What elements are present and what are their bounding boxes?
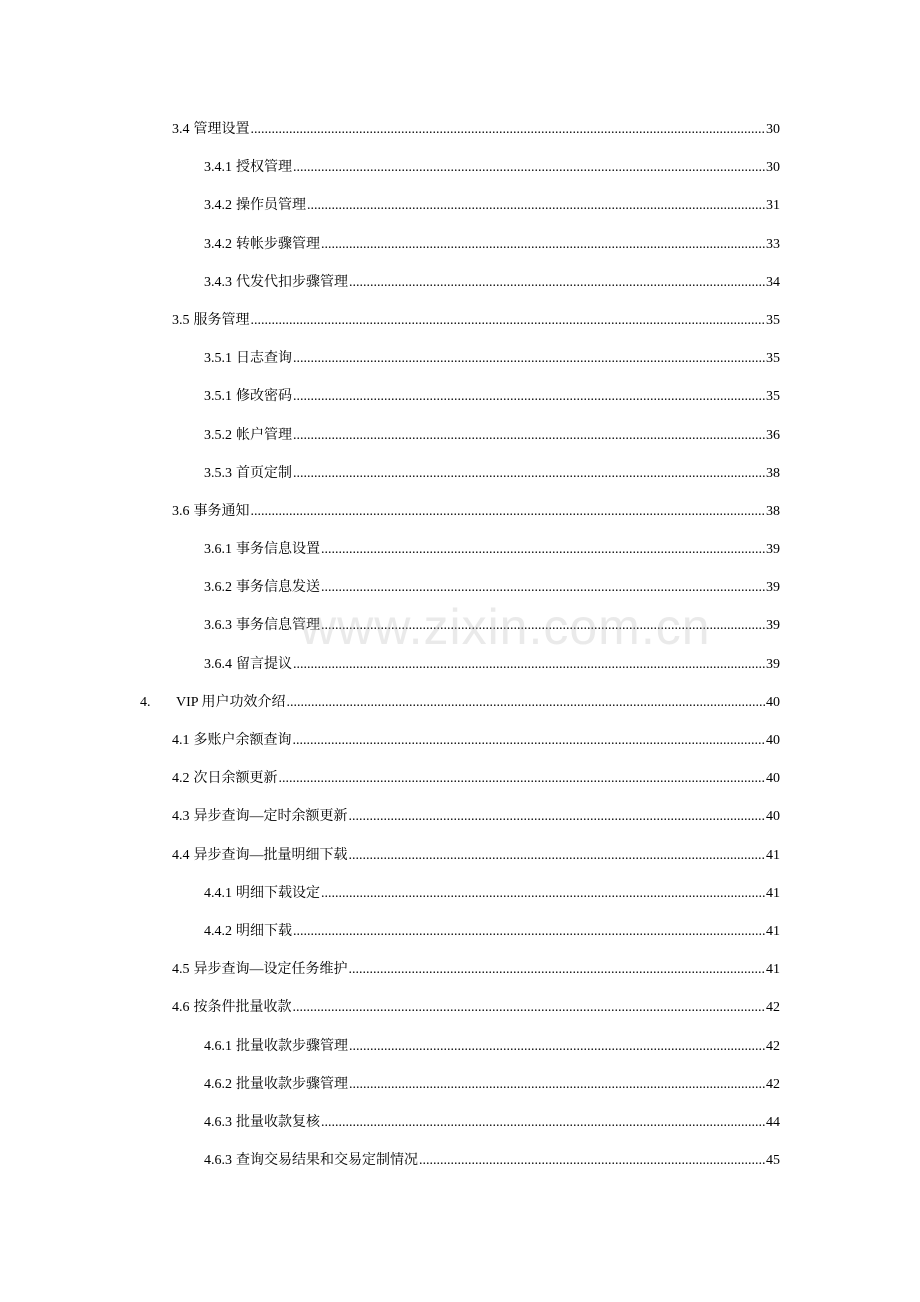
toc-entry-title: 批量收款步骤管理 bbox=[236, 1038, 348, 1054]
toc-entry-page-number: 30 bbox=[766, 160, 780, 176]
toc-entry[interactable] bbox=[0, 502, 920, 540]
toc-entry-number: 4.4.1 bbox=[204, 885, 232, 901]
toc-dot-leader bbox=[349, 807, 766, 827]
toc-entry-page-number: 39 bbox=[766, 580, 780, 596]
toc-entry-title: 明细下载 bbox=[236, 923, 292, 939]
toc-entry[interactable] bbox=[0, 1113, 920, 1151]
toc-entry[interactable] bbox=[0, 1075, 920, 1113]
toc-entry-line bbox=[204, 1075, 780, 1095]
toc-entry[interactable] bbox=[0, 884, 920, 922]
toc-entry-page-number: 40 bbox=[766, 809, 780, 825]
toc-entry-line bbox=[172, 960, 780, 980]
toc-entry-line bbox=[172, 998, 780, 1018]
toc-entry-number: 3.4 bbox=[172, 122, 190, 137]
toc-entry[interactable] bbox=[0, 464, 920, 502]
toc-entry[interactable] bbox=[0, 235, 920, 273]
toc-entry-page-number: 30 bbox=[766, 122, 780, 137]
toc-entry-line bbox=[172, 769, 780, 789]
toc-entry-line bbox=[172, 502, 780, 522]
toc-dot-leader bbox=[349, 1075, 765, 1095]
toc-entry-line bbox=[204, 578, 780, 598]
toc-entry[interactable] bbox=[0, 731, 920, 769]
toc-entry-title: 多账户余额查询 bbox=[193, 733, 292, 748]
toc-entry[interactable] bbox=[0, 540, 920, 578]
toc-entry[interactable] bbox=[0, 693, 920, 731]
toc-entry-title: VIP 用户功效介绍 bbox=[176, 694, 286, 710]
toc-entry[interactable] bbox=[0, 578, 920, 616]
toc-entry[interactable] bbox=[0, 846, 920, 884]
toc-entry-number: 4.6.2 bbox=[204, 1076, 232, 1092]
toc-entry-title: 帐户管理 bbox=[236, 427, 292, 443]
toc-entry[interactable] bbox=[0, 426, 920, 464]
toc-entry[interactable] bbox=[0, 158, 920, 196]
toc-entry-number: 4.2 bbox=[172, 771, 190, 787]
toc-entry-line bbox=[172, 311, 780, 331]
toc-entry-title: 转帐步骤管理 bbox=[236, 236, 320, 252]
toc-entry-title: 服务管理 bbox=[193, 312, 250, 328]
toc-entry-title: 批量收款步骤管理 bbox=[236, 1076, 348, 1092]
toc-entry-page-number: 41 bbox=[766, 962, 780, 978]
toc-entry[interactable] bbox=[0, 196, 920, 234]
toc-dot-leader bbox=[293, 655, 765, 675]
toc-entry[interactable] bbox=[0, 273, 920, 311]
toc-entry-title: 批量收款复核 bbox=[236, 1114, 320, 1130]
toc-entry[interactable] bbox=[0, 922, 920, 960]
toc-dot-leader bbox=[251, 120, 766, 140]
toc-entry-number: 3.5.1 bbox=[204, 351, 232, 367]
toc-entry-title: 查询交易结果和交易定制情况 bbox=[236, 1153, 418, 1169]
toc-dot-leader bbox=[349, 960, 766, 980]
toc-entry-line bbox=[204, 196, 780, 216]
toc-dot-leader bbox=[321, 540, 765, 560]
toc-entry-line bbox=[204, 426, 780, 446]
toc-entry-line bbox=[172, 731, 780, 751]
toc-entry-number: 3.5.2 bbox=[204, 427, 232, 443]
toc-entry-number: 4.3 bbox=[172, 809, 190, 825]
toc-dot-leader bbox=[307, 196, 765, 216]
toc-dot-leader bbox=[293, 158, 765, 178]
toc-entry-page-number: 36 bbox=[766, 427, 780, 443]
toc-dot-leader bbox=[293, 464, 765, 484]
toc-dot-leader bbox=[293, 998, 766, 1018]
toc-entry-number: 3.6.3 bbox=[204, 618, 232, 634]
toc-entry[interactable] bbox=[0, 998, 920, 1036]
toc-entry-title: 首页定制 bbox=[236, 465, 292, 481]
toc-entry-title: 次日余额更新 bbox=[193, 771, 278, 787]
toc-dot-leader bbox=[349, 273, 765, 293]
toc-entry-page-number: 42 bbox=[766, 1000, 780, 1016]
toc-entry-page-number: 40 bbox=[766, 733, 780, 748]
toc-entry[interactable] bbox=[0, 1151, 920, 1189]
toc-entry-number: 3.6.4 bbox=[204, 656, 232, 672]
table-of-contents bbox=[0, 120, 920, 1189]
toc-entry-page-number: 41 bbox=[766, 923, 780, 939]
toc-entry-line bbox=[204, 1151, 780, 1171]
toc-entry-line bbox=[172, 120, 780, 140]
toc-entry-page-number: 34 bbox=[766, 274, 780, 290]
toc-entry-title: 按条件批量收款 bbox=[193, 1000, 292, 1016]
toc-dot-leader bbox=[287, 693, 765, 713]
toc-entry-title: 代发代扣步骤管理 bbox=[236, 274, 348, 290]
toc-entry-page-number: 42 bbox=[766, 1076, 780, 1092]
toc-entry-page-number: 35 bbox=[766, 312, 780, 328]
toc-entry-number: 3.4.3 bbox=[204, 274, 232, 290]
toc-entry[interactable] bbox=[0, 769, 920, 807]
toc-entry-line bbox=[204, 884, 780, 904]
toc-entry-title: 修改密码 bbox=[236, 389, 292, 405]
toc-entry-line bbox=[204, 349, 780, 369]
toc-entry[interactable] bbox=[0, 655, 920, 693]
toc-entry-page-number: 41 bbox=[766, 885, 780, 901]
toc-entry-line bbox=[204, 616, 780, 636]
toc-entry-page-number: 41 bbox=[766, 847, 780, 863]
toc-dot-leader bbox=[251, 502, 766, 522]
toc-dot-leader bbox=[293, 349, 765, 369]
toc-entry-line bbox=[204, 273, 780, 293]
toc-entry-number: 3.5.3 bbox=[204, 465, 232, 481]
toc-entry-page-number: 40 bbox=[766, 771, 780, 787]
toc-entry-title: 异步查询—定时余额更新 bbox=[193, 809, 348, 825]
toc-entry-line bbox=[204, 1113, 780, 1133]
toc-entry-title: 事务信息设置 bbox=[236, 542, 320, 558]
toc-dot-leader bbox=[251, 311, 766, 331]
toc-entry-page-number: 39 bbox=[766, 656, 780, 672]
toc-entry[interactable] bbox=[0, 349, 920, 387]
toc-entry-line bbox=[204, 158, 780, 178]
toc-entry-title: 异步查询—批量明细下载 bbox=[193, 847, 348, 863]
toc-dot-leader bbox=[419, 1151, 765, 1171]
toc-entry-number: 3.6.2 bbox=[204, 580, 232, 596]
toc-dot-leader bbox=[293, 387, 765, 407]
toc-entry-line bbox=[172, 807, 780, 827]
toc-entry[interactable] bbox=[0, 120, 920, 158]
toc-entry-title: 明细下载设定 bbox=[236, 885, 320, 901]
toc-entry-title: 日志查询 bbox=[236, 351, 292, 367]
toc-entry-line bbox=[172, 846, 780, 866]
toc-entry-page-number: 35 bbox=[766, 351, 780, 367]
toc-entry-page-number: 39 bbox=[766, 542, 780, 558]
toc-entry-title: 事务信息管理 bbox=[236, 618, 320, 634]
toc-entry-line bbox=[204, 464, 780, 484]
toc-dot-leader bbox=[321, 235, 765, 255]
toc-dot-leader bbox=[293, 731, 766, 751]
toc-dot-leader bbox=[321, 616, 765, 636]
toc-entry-number: 3.4.1 bbox=[204, 160, 232, 176]
toc-entry-title: 留言提议 bbox=[236, 656, 292, 672]
toc-dot-leader bbox=[293, 922, 765, 942]
toc-entry-number: 4.1 bbox=[172, 733, 190, 748]
watermark: www.zixin.com.cn bbox=[300, 599, 711, 655]
toc-dot-leader bbox=[279, 769, 766, 789]
toc-entry-line bbox=[204, 655, 780, 675]
toc-entry-number: 4.4 bbox=[172, 847, 190, 863]
toc-entry-number: 3.6 bbox=[172, 503, 190, 519]
toc-entry-line bbox=[204, 1037, 780, 1057]
toc-entry-number: 4.4.2 bbox=[204, 923, 232, 939]
toc-entry-number: 4.6.1 bbox=[204, 1038, 232, 1054]
toc-entry[interactable] bbox=[0, 1037, 920, 1075]
toc-entry-number: 3.5.1 bbox=[204, 389, 232, 405]
toc-entry-page-number: 38 bbox=[766, 465, 780, 481]
toc-dot-leader bbox=[321, 884, 765, 904]
toc-entry-number: 4.6.3 bbox=[204, 1114, 232, 1130]
toc-entry[interactable] bbox=[0, 960, 920, 998]
toc-entry-page-number: 38 bbox=[766, 503, 780, 519]
toc-entry-page-number: 40 bbox=[766, 694, 780, 710]
toc-entry-page-number: 33 bbox=[766, 236, 780, 252]
toc-dot-leader bbox=[321, 578, 765, 598]
toc-entry-number: 4.6.3 bbox=[204, 1153, 232, 1169]
toc-entry[interactable] bbox=[0, 807, 920, 845]
toc-entry[interactable] bbox=[0, 616, 920, 654]
toc-entry-page-number: 45 bbox=[766, 1153, 780, 1169]
toc-dot-leader bbox=[293, 426, 765, 446]
toc-entry-number: 3.6.1 bbox=[204, 542, 232, 558]
toc-dot-leader bbox=[321, 1113, 765, 1133]
toc-entry-title: 操作员管理 bbox=[236, 198, 306, 214]
toc-entry-title: 管理设置 bbox=[193, 122, 250, 137]
toc-dot-leader bbox=[349, 846, 766, 866]
toc-entry-line bbox=[204, 540, 780, 560]
toc-entry-line bbox=[204, 387, 780, 407]
toc-entry-title: 异步查询—设定任务维护 bbox=[193, 962, 348, 978]
toc-entry-page-number: 31 bbox=[766, 198, 780, 214]
toc-entry[interactable] bbox=[0, 311, 920, 349]
toc-dot-leader bbox=[349, 1037, 765, 1057]
toc-entry-number: 4.6 bbox=[172, 1000, 190, 1016]
toc-entry-line bbox=[140, 693, 780, 713]
toc-entry-number: 3.4.2 bbox=[204, 236, 232, 252]
toc-entry-title: 事务信息发送 bbox=[236, 580, 320, 596]
toc-entry[interactable] bbox=[0, 387, 920, 425]
toc-entry-number: 4.5 bbox=[172, 962, 190, 978]
toc-entry-title: 授权管理 bbox=[236, 160, 292, 176]
toc-entry-line bbox=[204, 235, 780, 255]
toc-entry-title: 事务通知 bbox=[193, 503, 250, 519]
toc-entry-line bbox=[204, 922, 780, 942]
toc-entry-number: 3.4.2 bbox=[204, 198, 232, 214]
toc-entry-page-number: 39 bbox=[766, 618, 780, 634]
toc-entry-number: 3.5 bbox=[172, 312, 190, 328]
toc-entry-page-number: 42 bbox=[766, 1038, 780, 1054]
toc-entry-number: 4. bbox=[140, 694, 151, 710]
toc-entry-page-number: 35 bbox=[766, 389, 780, 405]
toc-entry-page-number: 44 bbox=[766, 1114, 780, 1130]
